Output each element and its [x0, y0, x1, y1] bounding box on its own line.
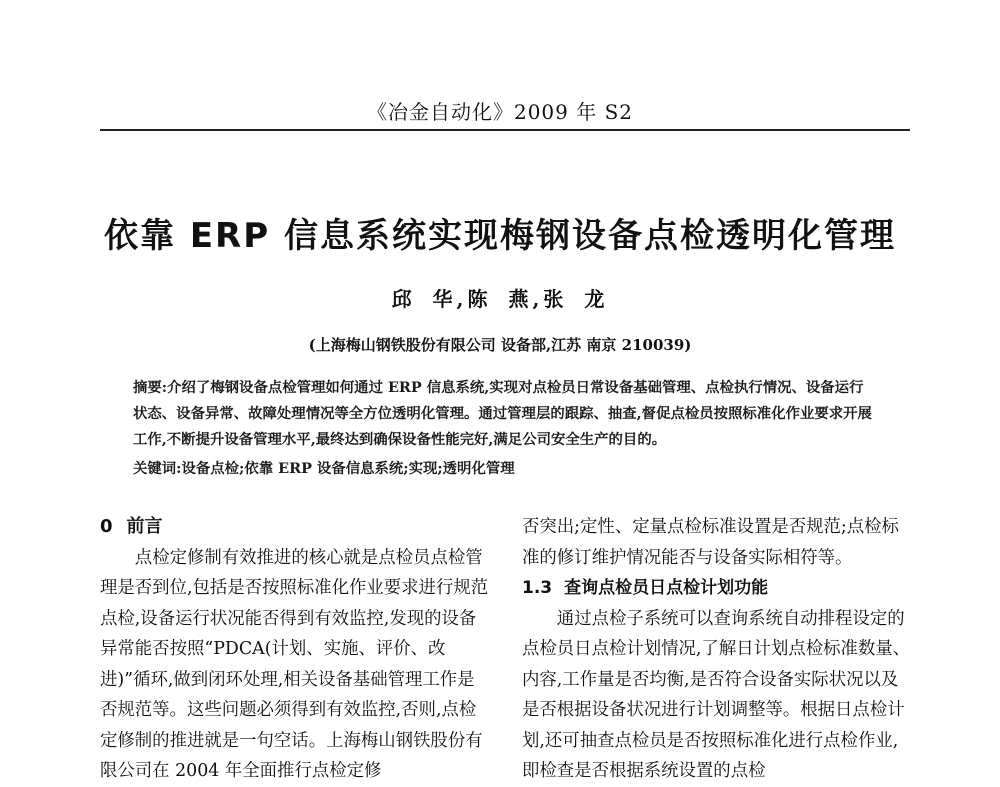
affiliation: (上海梅山钢铁股份有限公司 设备部,江苏 南京 210039) [308, 336, 692, 354]
continuation-paragraph: 否突出;定性、定量点检标准设置是否规范;点检标准的修订维护情况能否与设备实际相符等。 [522, 517, 899, 568]
intro-paragraph: 点检定修制有效推进的核心就是点检员点检管理是否到位,包括是否按照标准化作业要求进行规范点检,设备运行状况能否得到有效监控,发现的设备异常能否按照“PDCA(计划、实施、评价、改进)”循环,做到闭环处理,相关设备基础管理工作是否规范等。这些问题必须得到有效监控,否则,点检定修制的推进就是一句空话。上海梅山钢铁股份有限公司在 2004 年全面推行点检定修 [100, 547, 489, 781]
subsection-heading [522, 573, 914, 604]
abstract-text: 介绍了梅钢设备点检管理如何通过 ERP 信息系统,实现对点检员日常设备基础管理、点检执行情况、设备运行状态、设备异常、故障处理情况等全方位透明化管理。通过管理层的跟踪、抽查,督促点检员按照标准化作业要求开展工作,不断提升设备管理水平,最终达到确保设备性能完好,满足公司安全生产的目的。 [133, 379, 872, 448]
authors: 邱 华,陈 燕,张 龙 [391, 287, 609, 311]
subsection-title: 查询点检员日点检计划功能 [564, 578, 769, 598]
journal-header: 《冶金自动化》2009 年 S2 [366, 100, 634, 124]
section-title: 前言 [126, 516, 163, 537]
right-column [522, 512, 914, 787]
subsection-number: 1.3 [522, 578, 553, 598]
paper-title: 依靠 ERP 信息系统实现梅钢设备点检透明化管理 [104, 216, 896, 256]
section-number: 0 [100, 516, 113, 537]
abstract-label: 摘要: [133, 379, 168, 396]
keywords-label: 关键词: [133, 460, 182, 477]
abstract [133, 375, 873, 453]
section-heading [100, 512, 490, 543]
header-rule [100, 129, 910, 131]
keywords [133, 456, 873, 482]
left-column [100, 512, 490, 787]
subsection-paragraph: 通过点检子系统可以查询系统自动排程设定的点检员日点检计划情况,了解日计划点检标准数量、内容,工作量是否均衡,是否符合设备实际状况以及是否根据设备状况进行计划调整等。根据日点检计划,还可抽查点检员是否按照标准化进行点检作业,即检查是否根据系统设置的点检 [522, 608, 911, 781]
keywords-text: 设备点检;依靠 ERP 设备信息系统;实现;透明化管理 [181, 460, 515, 477]
